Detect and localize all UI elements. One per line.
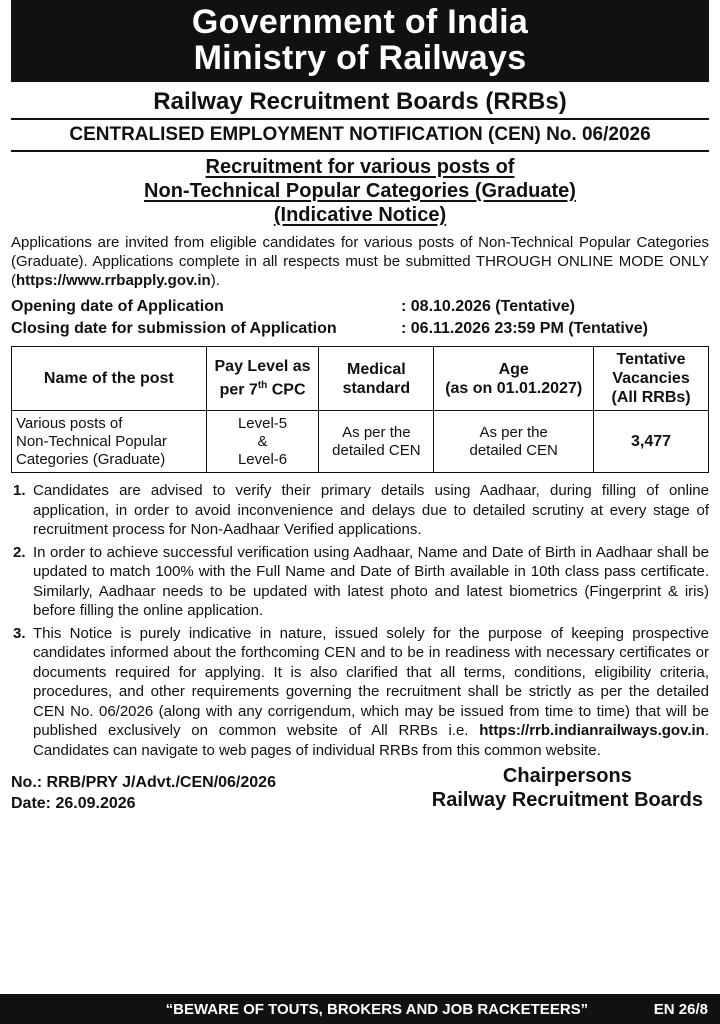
intro-end: ). [210,272,220,289]
signatory [432,764,709,814]
notice-date: Date: 26.09.2026 [11,795,136,812]
header-pay-level: Pay Level as per 7th CPC [206,347,319,411]
reference-block [11,764,276,814]
list-item [11,543,709,621]
point-text: Candidates are advised to verify their primary details using Aadhaar, during filling of online application, in order to avoid inconvenience and delays due to detailed scrutiny at every stage of recruitment process for Non-Aadhaar Verified applications. [33,482,709,538]
table-row [12,411,709,473]
posts-table [11,346,709,473]
point-number: 1. [13,482,26,499]
signatory-org: Railway Recruitment Boards [431,789,703,811]
list-item [11,624,709,761]
recruitment-line-3: (Indicative Notice) [273,204,447,226]
government-title: Government of India [191,3,529,41]
cen-number-bar: CENTRALISED EMPLOYMENT NOTIFICATION (CEN) No. 06/2026 [11,118,709,152]
recruitment-line-2: Non-Technical Popular Categories (Graduate) [144,180,576,202]
cell-pay-level: Level-5 & Level-6 [206,411,319,473]
closing-date-value: : 06.11.2026 23:59 PM (Tentative) [401,320,648,337]
cell-vacancies: 3,477 [594,411,709,473]
cell-medical: As per the detailed CEN [319,411,434,473]
intro-text: Applications are invited from eligible candidates for various posts of Non-Technical Popular Categories (Graduate). Applications complete in all respects must be submitted THROUGH ONLINE MODE ONLY ( [11,234,709,289]
cell-post: Various posts of Non-Technical Popular Categories (Graduate) [12,411,207,473]
intro-paragraph [11,233,709,290]
rrb-title: Railway Recruitment Boards (RRBs) [153,88,567,115]
cell-age: As per the detailed CEN [434,411,594,473]
point-text: In order to achieve successful verification using Aadhaar, Name and Date of Birth in Aadhaar shall be updated to match 100% with the Full Name and Date of Birth available in 10th class pass certificate. Similarly, Aadhaar needs to be updated with latest photo and latest biometrics (Fingerprint & iris) before filling the online application. [33,543,709,619]
notice-code: EN 26/8 [653,1000,708,1018]
closing-date-row [11,318,709,340]
reference-number: No.: RRB/PRY J/Advt./CEN/06/2026 [11,774,276,791]
recruitment-heading [11,155,709,227]
rrb-website-link[interactable]: https://rrb.indianrailways.gov.in [479,722,705,739]
signature-block [11,764,709,814]
opening-date-row [11,296,709,318]
point-number: 2. [13,543,26,561]
closing-date-label: Closing date for submission of Application [11,320,337,337]
apply-url-link[interactable]: https://www.rrbapply.gov.in [16,272,211,289]
opening-date-value: : 08.10.2026 (Tentative) [401,298,576,315]
signatory-title: Chairpersons [502,765,632,787]
header-vacancies: Tentative Vacancies (All RRBs) [594,347,709,411]
header-medical: Medical standard [319,347,434,411]
point-text: This Notice is purely indicative in nature, issued solely for the purpose of keeping prospective candidates informed about the forthcoming CEN and to be in readiness with necessary certificates or documents required for applying. It is also clarified that all terms, conditions, eligibility criteria, procedures, and other requirements governing the recruitment shall be strictly as per the detailed CEN No. 06/2026 (along with any corrigendum, which may be issued from time to time) that will be published exclusively on common website of All RRBs i.e. https://rrb.indianrailways.gov.in. Candidates can navigate to web pages of individual RRBs from this common website. [33,624,709,759]
list-item [11,481,709,540]
beware-text: “BEWARE OF TOUTS, BROKERS AND JOB RACKETEERS” [165,1000,589,1018]
government-banner [11,0,709,82]
opening-date-label: Opening date of Application [11,298,224,315]
beware-banner [0,994,720,1024]
ministry-title: Ministry of Railways [193,39,527,77]
instructions-list [11,481,709,760]
recruitment-line-1: Recruitment for various posts of [205,156,515,178]
header-post: Name of the post [12,347,207,411]
point-number: 3. [13,624,26,642]
dates-block [11,296,709,340]
table-header-row [12,347,709,411]
header-age: Age (as on 01.01.2027) [434,347,594,411]
